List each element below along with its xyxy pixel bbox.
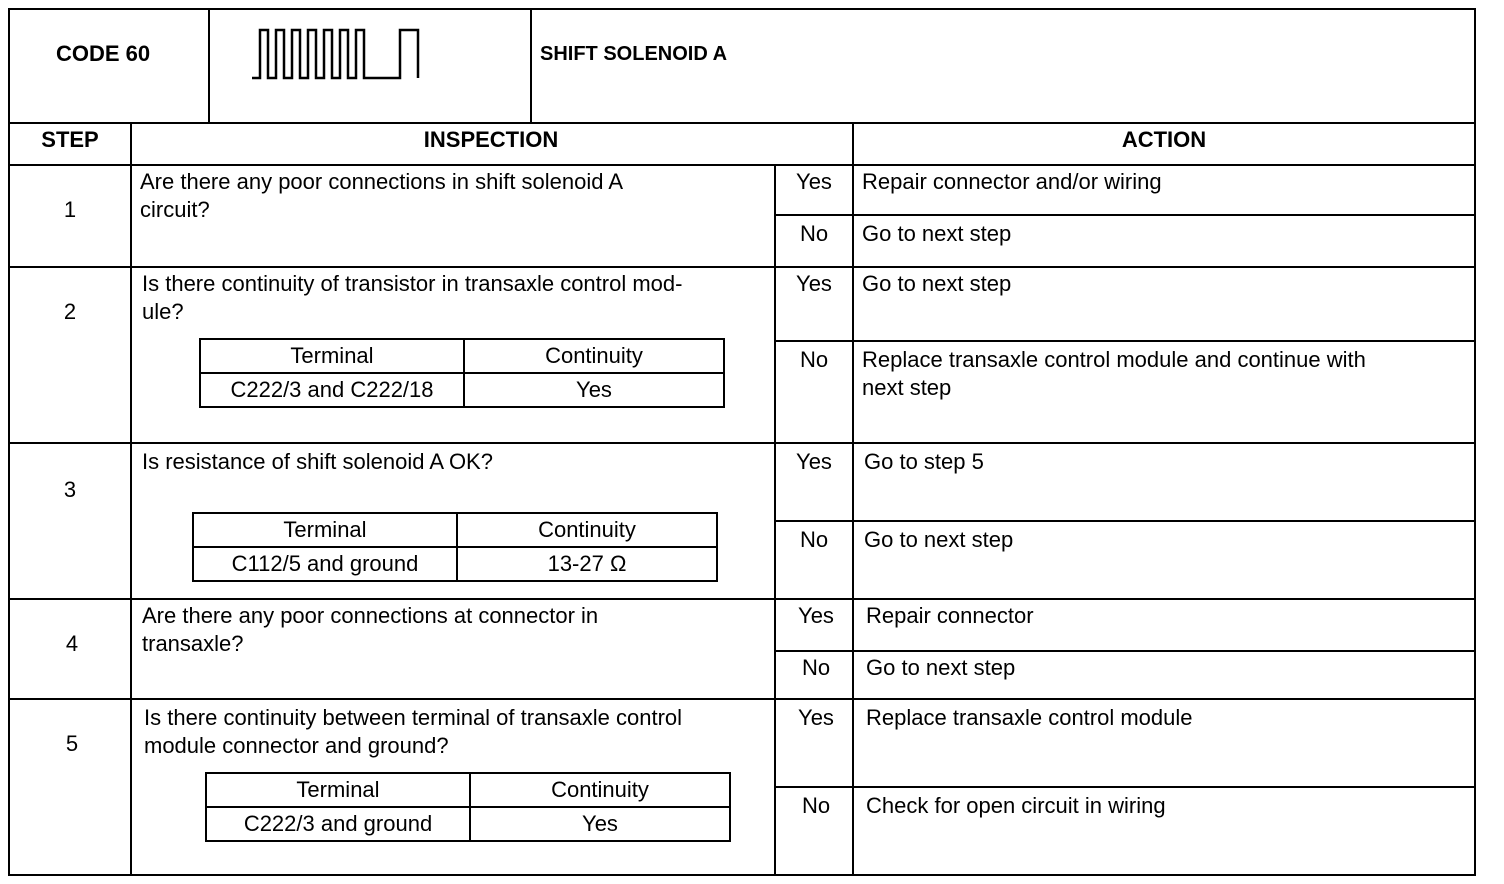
no-label: No xyxy=(799,347,829,372)
yesno-separator-5 xyxy=(774,786,1476,788)
yes-action: Go to step 5 xyxy=(864,449,984,474)
yes-label: Yes xyxy=(798,603,834,628)
column-header-action: ACTION xyxy=(1121,127,1207,152)
table-header-continuity: Continuity xyxy=(464,339,724,373)
inspection-question-cont: ule? xyxy=(142,299,184,324)
yes-action: Go to next step xyxy=(862,271,1012,296)
header-divider-2 xyxy=(530,8,532,124)
row-separator-2 xyxy=(8,442,1476,444)
step-number: 2 xyxy=(63,299,77,324)
column-header-step: STEP xyxy=(41,127,99,152)
inspection-question: Are there any poor connections in shift solenoid A xyxy=(140,169,624,194)
yes-label: Yes xyxy=(796,169,832,194)
step-number: 1 xyxy=(63,197,77,222)
column-header-bottom-line xyxy=(8,164,1476,166)
terminal-continuity-table xyxy=(199,338,725,408)
col-divider-action xyxy=(852,122,854,876)
no-label: No xyxy=(801,793,831,818)
table-header-terminal: Terminal xyxy=(200,339,464,373)
inspection-question: Is resistance of shift solenoid A OK? xyxy=(142,449,493,474)
table-cell-terminal: C222/3 and ground xyxy=(206,807,470,841)
no-action: Go to next step xyxy=(866,655,1016,680)
header-title: SHIFT SOLENOID A xyxy=(540,43,728,65)
yes-label: Yes xyxy=(796,449,832,474)
no-label: No xyxy=(799,527,829,552)
yesno-separator-3 xyxy=(774,520,1476,522)
no-label: No xyxy=(799,221,829,246)
row-separator-4 xyxy=(8,698,1476,700)
table-header-continuity: Continuity xyxy=(457,513,717,547)
yesno-separator-1 xyxy=(774,214,1476,216)
step-number: 5 xyxy=(65,731,79,756)
no-action-cont: next step xyxy=(862,375,952,400)
step-number: 3 xyxy=(63,477,77,502)
header-divider-1 xyxy=(208,8,210,124)
table-cell-terminal: C222/3 and C222/18 xyxy=(200,373,464,407)
yes-action: Repair connector xyxy=(866,603,1034,628)
yes-label: Yes xyxy=(796,271,832,296)
yesno-separator-4 xyxy=(774,650,1476,652)
step-number: 4 xyxy=(65,631,79,656)
row-separator-3 xyxy=(8,598,1476,600)
terminal-continuity-table xyxy=(205,772,731,842)
terminal-continuity-table xyxy=(192,512,718,582)
yesno-separator-2 xyxy=(774,340,1476,342)
inspection-question-cont: transaxle? xyxy=(142,631,244,656)
col-divider-step xyxy=(130,122,132,876)
yes-label: Yes xyxy=(798,705,834,730)
flash-code-waveform-icon xyxy=(250,24,430,84)
table-header-terminal: Terminal xyxy=(206,773,470,807)
no-action: Go to next step xyxy=(864,527,1014,552)
code-label: CODE 60 xyxy=(56,41,151,66)
inspection-question: Is there continuity of transistor in transaxle control mod- xyxy=(142,271,683,296)
no-label: No xyxy=(801,655,831,680)
column-header-inspection: INSPECTION xyxy=(423,127,559,152)
table-cell-continuity: Yes xyxy=(464,373,724,407)
table-cell-terminal: C112/5 and ground xyxy=(193,547,457,581)
inspection-question: Are there any poor connections at connector in xyxy=(142,603,599,628)
table-cell-continuity: 13-27 Ω xyxy=(457,547,717,581)
table-header-continuity: Continuity xyxy=(470,773,730,807)
yes-action: Repair connector and/or wiring xyxy=(862,169,1162,194)
inspection-question-cont: module connector and ground? xyxy=(144,733,449,758)
table-header-terminal: Terminal xyxy=(193,513,457,547)
inspection-question: Is there continuity between terminal of transaxle control xyxy=(144,705,683,730)
no-action: Replace transaxle control module and continue with xyxy=(862,347,1366,372)
table-cell-continuity: Yes xyxy=(470,807,730,841)
no-action: Go to next step xyxy=(862,221,1012,246)
yes-action: Replace transaxle control module xyxy=(866,705,1193,730)
inspection-question-cont: circuit? xyxy=(140,197,210,222)
row-separator-1 xyxy=(8,266,1476,268)
header-bottom-line xyxy=(8,122,1476,124)
no-action: Check for open circuit in wiring xyxy=(866,793,1166,818)
